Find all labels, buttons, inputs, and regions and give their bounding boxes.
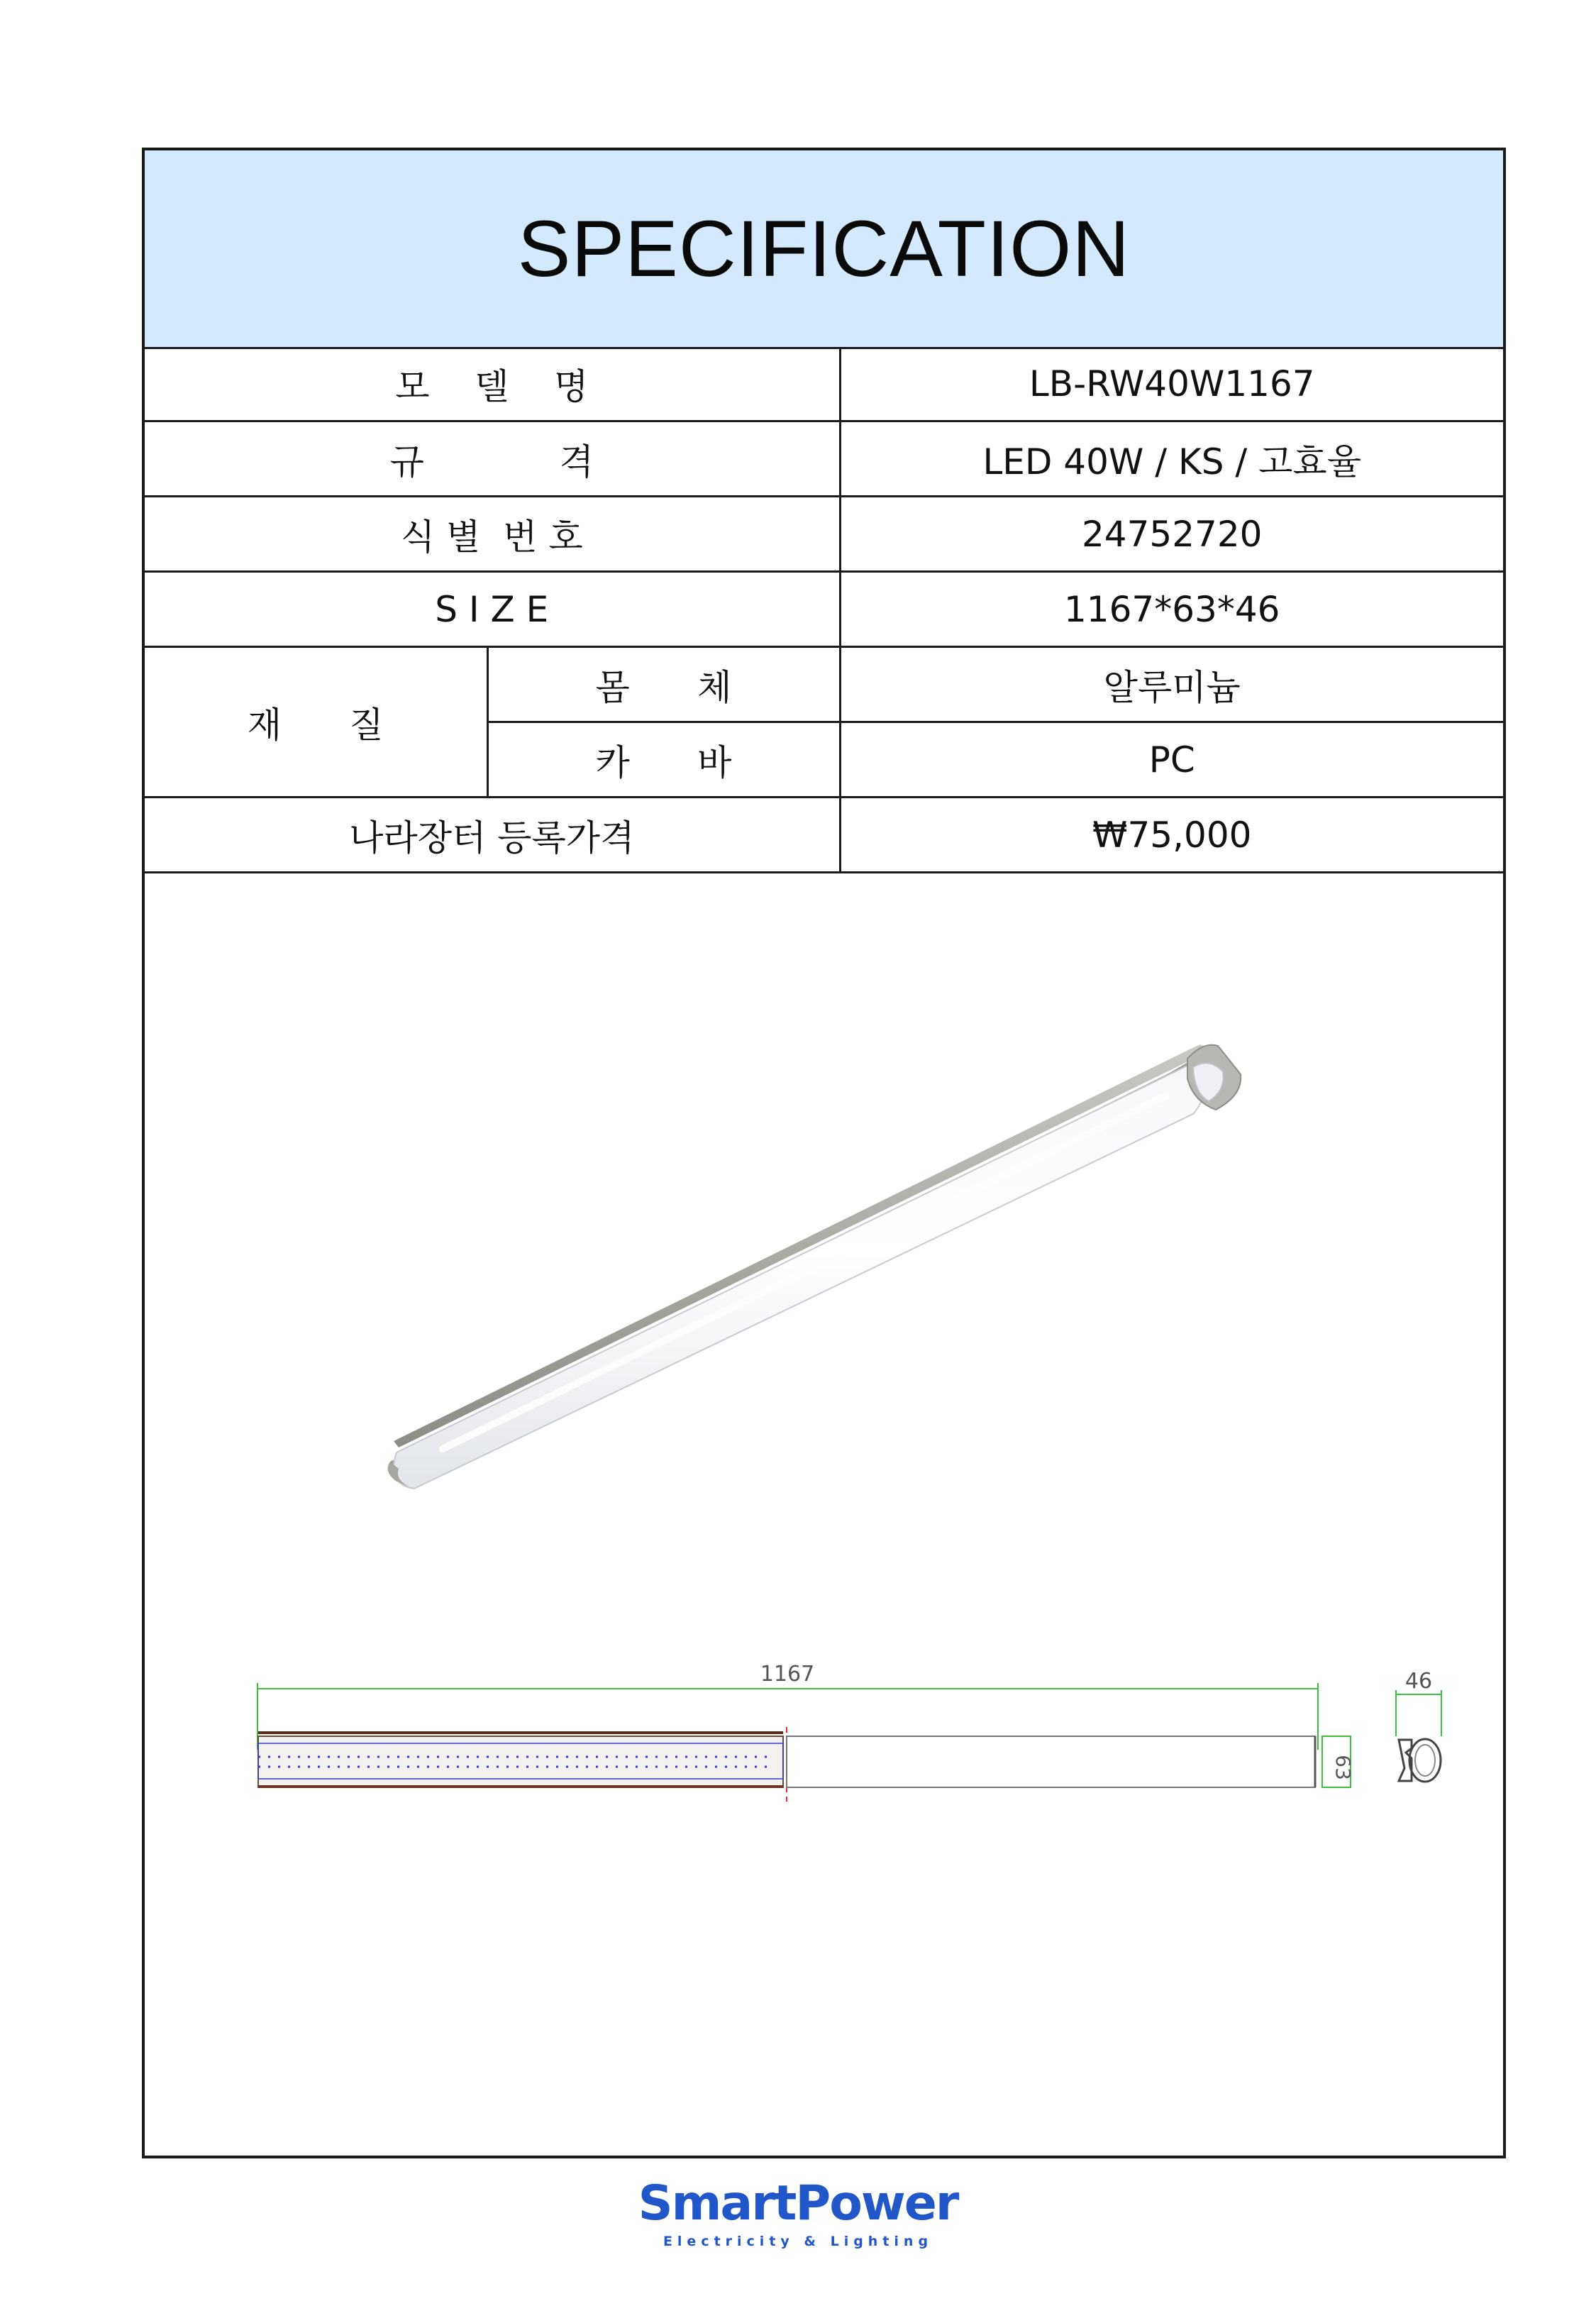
- housing-shape: [394, 1044, 1208, 1447]
- cutaway-section: [258, 1731, 783, 1734]
- product-figure-svg: [145, 888, 1503, 2158]
- dim-depth-label: 46: [1404, 1669, 1433, 1694]
- table-row: [145, 497, 1503, 572]
- body-value: 알루미늄: [840, 647, 1503, 722]
- price-value: ₩75,000: [840, 798, 1503, 873]
- diffuser-highlight: [443, 1096, 1166, 1449]
- brand-name: SmartPower: [638, 2175, 958, 2231]
- brand-tagline: Electricity & Lighting: [663, 2234, 933, 2249]
- cover-value: PC: [840, 722, 1503, 798]
- material-label: 재 질: [145, 647, 487, 798]
- table-row: [145, 572, 1503, 647]
- model-label: 모 델 명: [145, 347, 840, 421]
- product-figure: [145, 888, 1503, 2156]
- dim-height-label: 63: [1331, 1755, 1355, 1780]
- price-label: 나라장터 등록가격: [145, 798, 840, 873]
- spec-sheet: [142, 148, 1506, 2158]
- id-label: 식 별 번 호: [145, 497, 840, 572]
- table-row: [145, 647, 1503, 722]
- table-row: [145, 347, 1503, 421]
- spec-label: 규 격: [145, 421, 840, 497]
- luminaire-render: [388, 1044, 1241, 1489]
- size-label: S I Z E: [145, 572, 840, 647]
- model-value: LB-RW40W1167: [840, 347, 1503, 421]
- id-value: 24752720: [840, 497, 1503, 572]
- spec-table: [145, 347, 1503, 873]
- brand-logo: [0, 2175, 1596, 2249]
- page-title: SPECIFICATION: [517, 204, 1131, 293]
- dim-length-label: 1167: [760, 1662, 815, 1687]
- table-row: [145, 798, 1503, 873]
- technical-drawing: [257, 1662, 1441, 1802]
- body-label: 몸 체: [487, 647, 840, 722]
- end-profile: [1399, 1739, 1441, 1782]
- spec-value: LED 40W / KS / 고효율: [840, 421, 1503, 497]
- housing-outline: [787, 1736, 1315, 1787]
- title-band: [145, 150, 1503, 349]
- table-row: [145, 421, 1503, 497]
- cover-label: 카 바: [487, 722, 840, 798]
- size-value: 1167*63*46: [840, 572, 1503, 647]
